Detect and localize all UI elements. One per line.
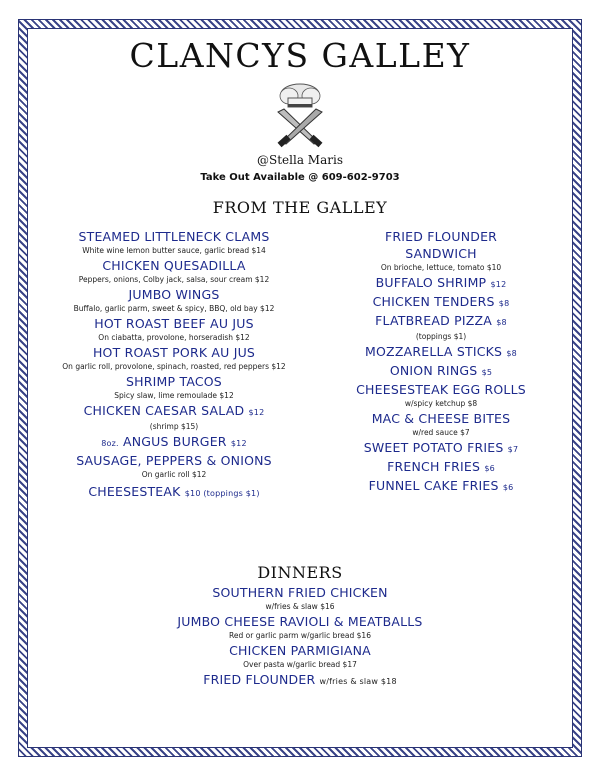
menu-item-row xyxy=(316,343,566,362)
menu-item-name: CHICKEN QUESADILLA xyxy=(102,258,246,273)
menu-item-name-line2: SANDWICH xyxy=(405,246,477,261)
menu-item-price: $12 xyxy=(248,408,265,417)
menu-item-desc: On garlic roll, provolone, spinach, roasted, red peppers $12 xyxy=(62,362,286,371)
menu-item-row xyxy=(28,483,320,502)
chef-hat-crossed-knives-icon xyxy=(268,82,332,152)
menu-item-row xyxy=(316,274,566,293)
menu-item-name: CHICKEN PARMIGIANA xyxy=(229,643,371,658)
galley-left-column xyxy=(28,228,320,502)
menu-item-price: $7 xyxy=(507,445,519,454)
menu-item-price: $8 xyxy=(498,299,510,308)
menu-item-name: MOZZARELLA STICKS xyxy=(365,344,503,359)
menu-item-name: SHRIMP TACOS xyxy=(126,374,222,389)
menu-item-price: $12 xyxy=(490,280,507,289)
menu-item-name: CHICKEN TENDERS xyxy=(372,294,495,309)
menu-item-name: STEAMED LITTLENECK CLAMS xyxy=(78,229,270,244)
menu-item-name: SOUTHERN FRIED CHICKEN xyxy=(212,585,388,600)
restaurant-name: CLANCYS GALLEY xyxy=(129,36,471,75)
menu-item-row xyxy=(316,362,566,381)
menu-item-desc: Red or garlic parm w/garlic bread $16 xyxy=(229,631,371,640)
menu-item-desc: (toppings $1) xyxy=(415,332,467,341)
menu-item-name: MAC & CHEESE BITES xyxy=(371,411,511,426)
menu-item-price: $5 xyxy=(481,368,493,377)
menu-item-desc: w/fries & slaw $16 xyxy=(265,602,335,611)
menu-item-price: $6 xyxy=(502,483,514,492)
menu-item-name: FRIED FLOUNDER xyxy=(203,672,316,687)
menu-item-name: JUMBO CHEESE RAVIOLI & MEATBALLS xyxy=(177,614,423,629)
menu-item-desc: Buffalo, garlic parm, sweet & spicy, BBQ, old bay $12 xyxy=(73,304,275,313)
dinners-list xyxy=(28,584,572,690)
menu-item-row xyxy=(316,293,566,312)
section-title-dinners: DINNERS xyxy=(257,563,343,582)
location-text: @Stella Maris xyxy=(257,153,343,167)
section-title-galley: FROM THE GALLEY xyxy=(212,198,388,217)
menu-item-desc: On brioche, lettuce, tomato $10 xyxy=(380,263,502,272)
menu-item-name: FRENCH FRIES xyxy=(387,459,481,474)
menu-item-name: FUNNEL CAKE FRIES xyxy=(368,478,499,493)
menu-item-name: FRIED FLOUNDER xyxy=(384,229,498,244)
menu-item-name: JUMBO WINGS xyxy=(128,287,220,302)
menu-item-name: CHEESESTEAK xyxy=(88,484,181,499)
menu-item-desc: White wine lemon butter sauce, garlic bread $14 xyxy=(82,246,266,255)
menu-item-name: HOT ROAST PORK AU JUS xyxy=(92,345,256,360)
menu-item-price: $8 xyxy=(506,349,517,358)
menu-item-desc: w/red sauce $7 xyxy=(412,428,470,437)
menu-item-name: CHICKEN CAESAR SALAD xyxy=(83,403,245,418)
menu-item-price: $12 xyxy=(230,439,247,448)
menu-item-desc: Over pasta w/garlic bread $17 xyxy=(243,660,357,669)
menu-item-name: FLATBREAD PIZZA xyxy=(375,313,493,328)
galley-right-column xyxy=(316,228,566,496)
menu-item-name: BUFFALO SHRIMP xyxy=(375,275,487,290)
menu-item-name: HOT ROAST BEEF AU JUS xyxy=(94,316,254,331)
menu-item-desc: w/spicy ketchup $8 xyxy=(404,399,478,408)
menu-item-row xyxy=(28,433,320,452)
menu-item-price: w/fries & slaw $18 xyxy=(319,677,397,686)
menu-item-desc: On ciabatta, provolone, horseradish $12 xyxy=(98,333,250,342)
menu-item-desc: (shrimp $15) xyxy=(149,422,199,431)
menu-item-row xyxy=(28,402,320,421)
menu-item-name: ONION RINGS xyxy=(389,363,478,378)
menu-item-desc: Spicy slaw, lime remoulade $12 xyxy=(114,391,234,400)
menu-item-desc: Peppers, onions, Colby jack, salsa, sour cream $12 xyxy=(78,275,270,284)
menu-item-row xyxy=(28,671,572,690)
takeout-phone: Take Out Available @ 609-602-9703 xyxy=(200,172,400,183)
menu-item-name: SWEET POTATO FRIES xyxy=(363,440,504,455)
menu-item-name: ANGUS BURGER xyxy=(122,434,227,449)
menu-item-row xyxy=(316,439,566,458)
menu-item-prefix: 8oz. xyxy=(101,439,119,448)
menu-item-desc: On garlic roll $12 xyxy=(141,470,207,479)
menu-item-row xyxy=(316,312,566,331)
menu-item-name: CHEESESTEAK EGG ROLLS xyxy=(356,382,526,397)
menu-item-price: $6 xyxy=(484,464,495,473)
menu-item-row xyxy=(316,458,566,477)
menu-item-price: $10 (toppings $1) xyxy=(184,489,260,498)
menu-item-name: SAUSAGE, PEPPERS & ONIONS xyxy=(76,453,272,468)
menu-item-price: $8 xyxy=(496,318,507,327)
menu-item-row xyxy=(316,477,566,496)
